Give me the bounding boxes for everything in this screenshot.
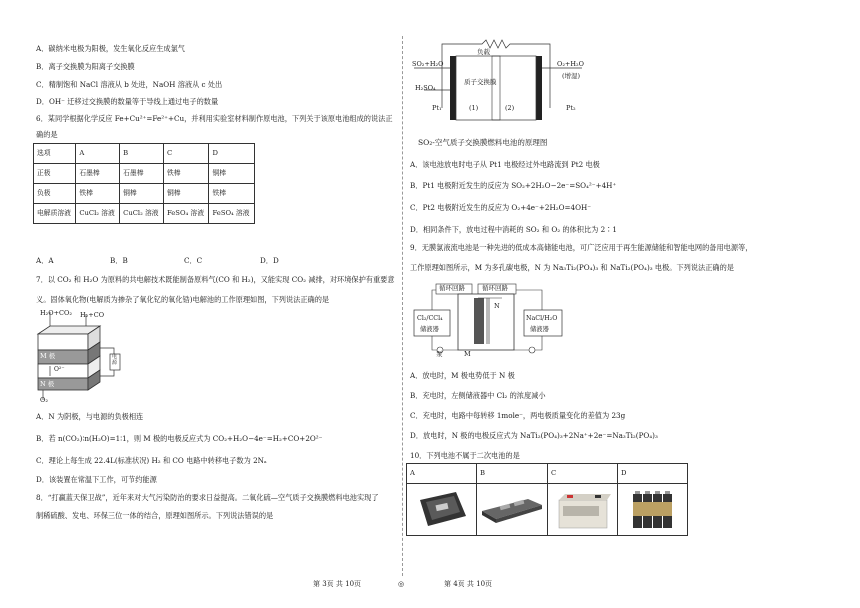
table-cell: B: [120, 144, 164, 164]
q8-humidified-label: (增湿): [562, 72, 581, 80]
q9-option-a: A．放电时，M 极电势低于 N 极: [410, 371, 515, 380]
q7-stem-line1: 7．以 CO₂ 和 H₂O 为原料的共电解技术既能制备原料气(CO 和 H₂)，又能实现 CO₂ 减排，对环境保护有重要意: [36, 275, 395, 284]
q8-option-c: C．Pt2 电极附近发生的反应为 O₂+4e⁻+2H₂O=4OH⁻: [410, 203, 592, 212]
table-row: [34, 144, 255, 164]
q8-option-d: D．相同条件下，放电过程中消耗的 SO₂ 和 O₂ 的体积比为 2∶1: [410, 225, 617, 234]
q10-header-a: A: [407, 464, 477, 484]
q9-m-electrode-label: M: [464, 350, 471, 358]
q9-stem-line2: 工作原理如图所示，M 为多孔碳电极，N 为 Na₃Ti₂(PO₄)₃ 和 NaTi₂(PO₄)₃ 电极。下列说法正确的是: [410, 263, 734, 272]
q10-header-c: C: [548, 464, 618, 484]
q10-cell-c: [548, 484, 618, 536]
table-cell: FeSO₄ 溶液: [163, 204, 209, 224]
q9-option-c: C．充电时，电路中每转移 1mole⁻，两电极质量变化的差值为 23g: [410, 411, 626, 420]
q6-option-b: B．B: [110, 256, 128, 265]
table-cell: 铜棒: [163, 184, 209, 204]
q10-stem: 10．下列电池不属于二次电池的是: [410, 451, 520, 460]
battery-pack-image: [480, 495, 544, 525]
q9-right-tank-label-1: NaCl/H₂O: [526, 315, 558, 322]
table-cell: 铁棒: [209, 184, 255, 204]
binding-symbol-icon: ◎: [398, 580, 405, 588]
table-cell: 选项: [34, 144, 76, 164]
q8-option-b: B．Pt1 电极附近发生的反应为 SO₂+2H₂O−2e⁻=SO₄²⁻+4H⁺: [410, 181, 617, 190]
q10-header-d: D: [618, 464, 688, 484]
q6-stem-line2: 确的是: [36, 130, 58, 139]
q8-left-input-label: SO₂+H₂O: [412, 60, 444, 68]
table-cell: A: [76, 144, 120, 164]
q9-pump-label: 泵: [436, 350, 443, 358]
q9-stem-line1: 9．无膜氯液流电池是一种先进的低成本高储能电池，可广泛应用于再生能源储能和智能电网的备用电源等，: [410, 243, 753, 252]
dry-cell-batteries-image: [629, 488, 677, 532]
q8-stem-line2: 制稀硫酸、发电、环保三位一体的结合，原理如图所示。下列说法错误的是: [36, 511, 274, 520]
q6-option-d: D．D: [260, 256, 279, 265]
q9-option-b: B．充电时，左侧储液器中 Cl₂ 的浓度减小: [410, 391, 546, 400]
q7-input-label: H₂O+CO₂: [40, 309, 72, 317]
table-cell: 正极: [34, 164, 76, 184]
q7-o2-label: O₂: [40, 396, 48, 404]
q10-table: [406, 463, 688, 536]
q8-right-input-label: O₂+H₂O: [557, 60, 584, 68]
q9-right-tank-label-2: 储液器: [530, 326, 549, 333]
q6-option-c: C．C: [184, 256, 203, 265]
q5-option-c: C．精制饱和 NaCl 溶液从 b 处进，NaOH 溶液从 c 处出: [36, 80, 223, 89]
q7-power-source-label: 电源: [112, 354, 118, 366]
table-cell: 铁棒: [163, 164, 209, 184]
q8-region1-label: (1): [469, 104, 479, 112]
q9-loop-label-2: 循环回路: [482, 284, 508, 292]
q8-option-a: A．该电池放电时电子从 Pt1 电极经过外电路流到 Pt2 电极: [410, 160, 600, 169]
table-cell: CuCl₂ 溶液: [76, 204, 120, 224]
q8-pt1-label: Pt₁: [432, 104, 442, 112]
q8-figure-caption: SO₂-空气质子交换膜燃料电池的原理图: [418, 138, 548, 147]
q8-load-label: 负载: [477, 48, 490, 56]
table-cell: 负极: [34, 184, 76, 204]
table-cell: CuCl₂ 溶液: [120, 204, 164, 224]
table-row: [34, 204, 255, 224]
q10-cell-d: [618, 484, 688, 536]
table-cell: 石墨棒: [76, 164, 120, 184]
q5-option-d: D．OH⁻ 迁移过交换膜的数量等于导线上通过电子的数量: [36, 97, 219, 106]
page-number-left: 第 3页 共 10页: [313, 580, 362, 588]
q5-option-b: B．离子交换膜为阳离子交换膜: [36, 62, 135, 71]
q7-m-electrode-label: M 极: [40, 352, 56, 360]
q8-pt2-label: Pt₂: [566, 104, 576, 112]
table-cell: 石墨棒: [120, 164, 164, 184]
q8-left-output-label: H₂SO₄: [415, 84, 436, 92]
q8-fuel-cell-diagram: [412, 38, 592, 138]
q6-option-a: A．A: [36, 256, 54, 265]
q6-stem-line1: 6．某同学根据化学反应 Fe+Cu²⁺=Fe²⁺+Cu，并利用实验室材料制作原电池，下列关于该原电池组成的说法正: [36, 114, 393, 123]
table-cell: FeSO₄ 溶液: [209, 204, 255, 224]
q9-left-tank-label-1: Cl₂/CCl₄: [417, 315, 443, 322]
table-cell: 铁棒: [76, 184, 120, 204]
q8-region2-label: (2): [505, 104, 515, 112]
q8-membrane-label: 质子交换膜: [464, 78, 497, 86]
page-number-right: 第 4页 共 10页: [444, 580, 493, 588]
q7-o-ion-label: O²⁻: [54, 366, 65, 373]
q10-cell-a: [407, 484, 477, 536]
q7-output-label: H₂+CO: [80, 311, 105, 319]
q7-option-a: A．N 为阴极，与电源的负极相连: [36, 412, 144, 421]
q7-option-c: C．理论上每生成 22.4L(标准状况) H₂ 和 CO 电路中转移电子数为 2Nₐ: [36, 456, 267, 465]
table-row: [34, 164, 255, 184]
q8-stem-line1: 8．“打赢蓝天保卫战”，近年来对大气污染防治的要求日益提高。二氧化硫—空气质子交换膜燃料电池实现了: [36, 493, 379, 502]
q7-option-b: B．若 n(CO₂)∶n(H₂O)=1∶1，则 M 极的电极反应式为 CO₂+H₂O−4e⁻=H₂+CO+2O²⁻: [36, 434, 323, 443]
q10-header-b: B: [477, 464, 548, 484]
table-cell: 铜棒: [120, 184, 164, 204]
lead-acid-battery-image: [553, 490, 613, 530]
table-cell: 电解质溶液: [34, 204, 76, 224]
table-cell: 铜棒: [209, 164, 255, 184]
q7-option-d: D．该装置在常温下工作，可节约能源: [36, 475, 157, 484]
q10-cell-b: [477, 484, 548, 536]
q9-n-electrode-label: N: [494, 302, 500, 310]
column-divider: [402, 36, 403, 576]
table-row: [34, 184, 255, 204]
q9-loop-label-1: 循环回路: [439, 284, 465, 292]
q9-option-d: D．放电时，N 极的电极反应式为 NaTi₂(PO₄)₃+2Na⁺+2e⁻=Na₃Ti₂(PO₄)₃: [410, 431, 658, 440]
q6-table: [33, 143, 255, 224]
table-cell: C: [163, 144, 209, 164]
q5-option-a: A．碳纳米电极为阳极，发生氧化反应生成氯气: [36, 44, 185, 53]
table-cell: D: [209, 144, 255, 164]
q9-left-tank-label-2: 储液器: [420, 326, 439, 333]
q7-n-electrode-label: N 极: [40, 380, 55, 388]
q7-stem-line2: 义。固体氧化物(电解质为掺杂了氧化钇的氧化锆)电解池的工作原理如图，下列说法正确的是: [36, 295, 330, 304]
phone-battery-image: [414, 490, 470, 530]
